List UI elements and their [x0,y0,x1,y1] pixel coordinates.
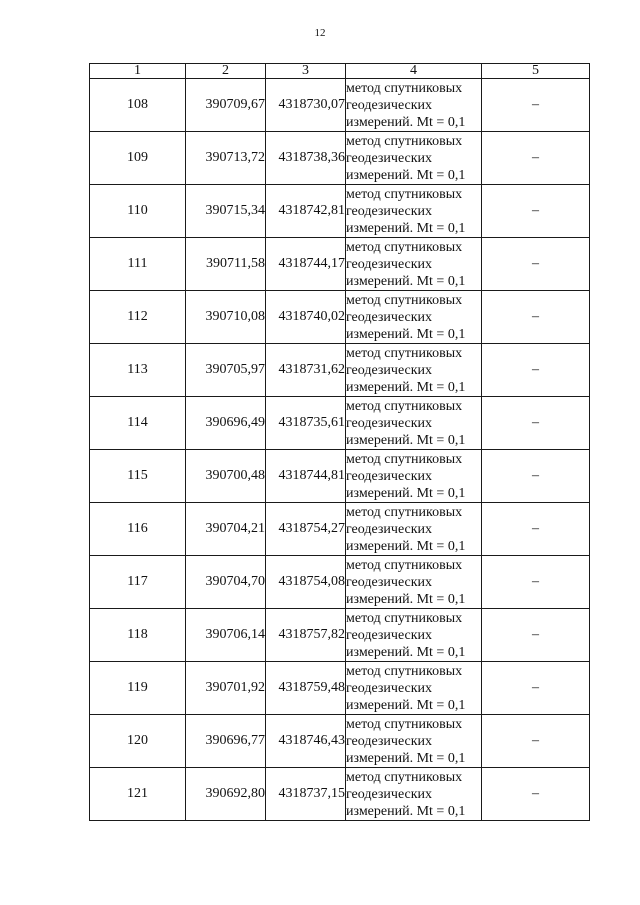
note-cell: – [482,397,590,450]
note-cell: – [482,503,590,556]
point-number-cell: 108 [90,79,186,132]
method-line: метод спутниковых [346,504,463,520]
method-cell [346,185,482,238]
table-row [90,238,590,291]
y-coordinate-cell: 4318754,27 [266,503,346,556]
table-row [90,556,590,609]
x-coordinate-cell: 390709,67 [186,79,266,132]
x-coordinate-cell: 390713,72 [186,132,266,185]
method-line: измерений. Mt = 0,1 [346,114,466,130]
point-number-cell: 110 [90,185,186,238]
x-coordinate-cell: 390710,08 [186,291,266,344]
note-cell: – [482,79,590,132]
method-line: геодезических [346,203,433,219]
method-line: метод спутниковых [346,239,463,255]
method-line: измерений. Mt = 0,1 [346,485,466,501]
table-row [90,291,590,344]
method-cell [346,238,482,291]
column-header: 3 [266,64,346,79]
method-cell [346,344,482,397]
note-cell: – [482,132,590,185]
x-coordinate-cell: 390715,34 [186,185,266,238]
method-line: метод спутниковых [346,769,463,785]
table-row [90,503,590,556]
point-number-cell: 119 [90,662,186,715]
x-coordinate-cell: 390692,80 [186,768,266,821]
method-line: геодезических [346,468,433,484]
method-line: измерений. Mt = 0,1 [346,644,466,660]
x-coordinate-cell: 390705,97 [186,344,266,397]
method-line: метод спутниковых [346,451,463,467]
point-number-cell: 109 [90,132,186,185]
point-number-cell: 111 [90,238,186,291]
table-row [90,397,590,450]
method-line: метод спутниковых [346,557,463,573]
note-cell: – [482,715,590,768]
y-coordinate-cell: 4318731,62 [266,344,346,397]
method-line: геодезических [346,574,433,590]
table-body [90,79,590,821]
table-row [90,609,590,662]
x-coordinate-cell: 390704,21 [186,503,266,556]
method-line: метод спутниковых [346,292,463,308]
method-line: измерений. Mt = 0,1 [346,538,466,554]
point-number-cell: 113 [90,344,186,397]
method-line: геодезических [346,521,433,537]
y-coordinate-cell: 4318738,36 [266,132,346,185]
method-line: измерений. Mt = 0,1 [346,697,466,713]
method-line: измерений. Mt = 0,1 [346,379,466,395]
y-coordinate-cell: 4318742,81 [266,185,346,238]
method-cell [346,79,482,132]
y-coordinate-cell: 4318744,17 [266,238,346,291]
table-row [90,715,590,768]
table-row [90,450,590,503]
method-line: измерений. Mt = 0,1 [346,750,466,766]
column-header: 2 [186,64,266,79]
point-number-cell: 115 [90,450,186,503]
method-cell [346,450,482,503]
method-line: метод спутниковых [346,398,463,414]
point-number-cell: 117 [90,556,186,609]
table-row [90,185,590,238]
method-line: метод спутниковых [346,716,463,732]
method-line: геодезических [346,97,433,113]
method-cell [346,291,482,344]
table-header-row [90,64,590,79]
method-cell [346,397,482,450]
point-number-cell: 112 [90,291,186,344]
method-line: метод спутниковых [346,133,463,149]
coordinates-table [89,63,590,821]
y-coordinate-cell: 4318746,43 [266,715,346,768]
method-line: измерений. Mt = 0,1 [346,273,466,289]
column-header: 4 [346,64,482,79]
note-cell: – [482,238,590,291]
column-header: 1 [90,64,186,79]
point-number-cell: 120 [90,715,186,768]
method-cell [346,609,482,662]
method-line: геодезических [346,627,433,643]
x-coordinate-cell: 390704,70 [186,556,266,609]
method-cell [346,132,482,185]
method-line: геодезических [346,786,433,802]
x-coordinate-cell: 390706,14 [186,609,266,662]
method-cell [346,556,482,609]
x-coordinate-cell: 390701,92 [186,662,266,715]
method-line: измерений. Mt = 0,1 [346,167,466,183]
table-row [90,768,590,821]
note-cell: – [482,344,590,397]
method-line: измерений. Mt = 0,1 [346,591,466,607]
method-line: метод спутниковых [346,663,463,679]
note-cell: – [482,291,590,344]
x-coordinate-cell: 390696,77 [186,715,266,768]
method-line: метод спутниковых [346,610,463,626]
y-coordinate-cell: 4318730,07 [266,79,346,132]
method-line: метод спутниковых [346,345,463,361]
note-cell: – [482,768,590,821]
y-coordinate-cell: 4318754,08 [266,556,346,609]
note-cell: – [482,556,590,609]
column-header: 5 [482,64,590,79]
method-line: измерений. Mt = 0,1 [346,803,466,819]
method-cell [346,662,482,715]
y-coordinate-cell: 4318737,15 [266,768,346,821]
note-cell: – [482,185,590,238]
y-coordinate-cell: 4318759,48 [266,662,346,715]
y-coordinate-cell: 4318757,82 [266,609,346,662]
method-line: геодезических [346,733,433,749]
y-coordinate-cell: 4318740,02 [266,291,346,344]
method-line: геодезических [346,309,433,325]
method-line: геодезических [346,415,433,431]
point-number-cell: 114 [90,397,186,450]
note-cell: – [482,662,590,715]
method-line: геодезических [346,256,433,272]
method-line: геодезических [346,362,433,378]
method-cell [346,503,482,556]
note-cell: – [482,450,590,503]
method-line: метод спутниковых [346,186,463,202]
table-row [90,79,590,132]
table-row [90,662,590,715]
table-row [90,132,590,185]
method-line: геодезических [346,150,433,166]
y-coordinate-cell: 4318735,61 [266,397,346,450]
method-line: измерений. Mt = 0,1 [346,220,466,236]
x-coordinate-cell: 390696,49 [186,397,266,450]
y-coordinate-cell: 4318744,81 [266,450,346,503]
note-cell: – [482,609,590,662]
point-number-cell: 121 [90,768,186,821]
method-line: метод спутниковых [346,80,463,96]
method-line: измерений. Mt = 0,1 [346,326,466,342]
x-coordinate-cell: 390711,58 [186,238,266,291]
method-cell [346,715,482,768]
page-number: 12 [314,27,326,39]
method-line: геодезических [346,680,433,696]
x-coordinate-cell: 390700,48 [186,450,266,503]
method-line: измерений. Mt = 0,1 [346,432,466,448]
point-number-cell: 116 [90,503,186,556]
point-number-cell: 118 [90,609,186,662]
table-row [90,344,590,397]
method-cell [346,768,482,821]
